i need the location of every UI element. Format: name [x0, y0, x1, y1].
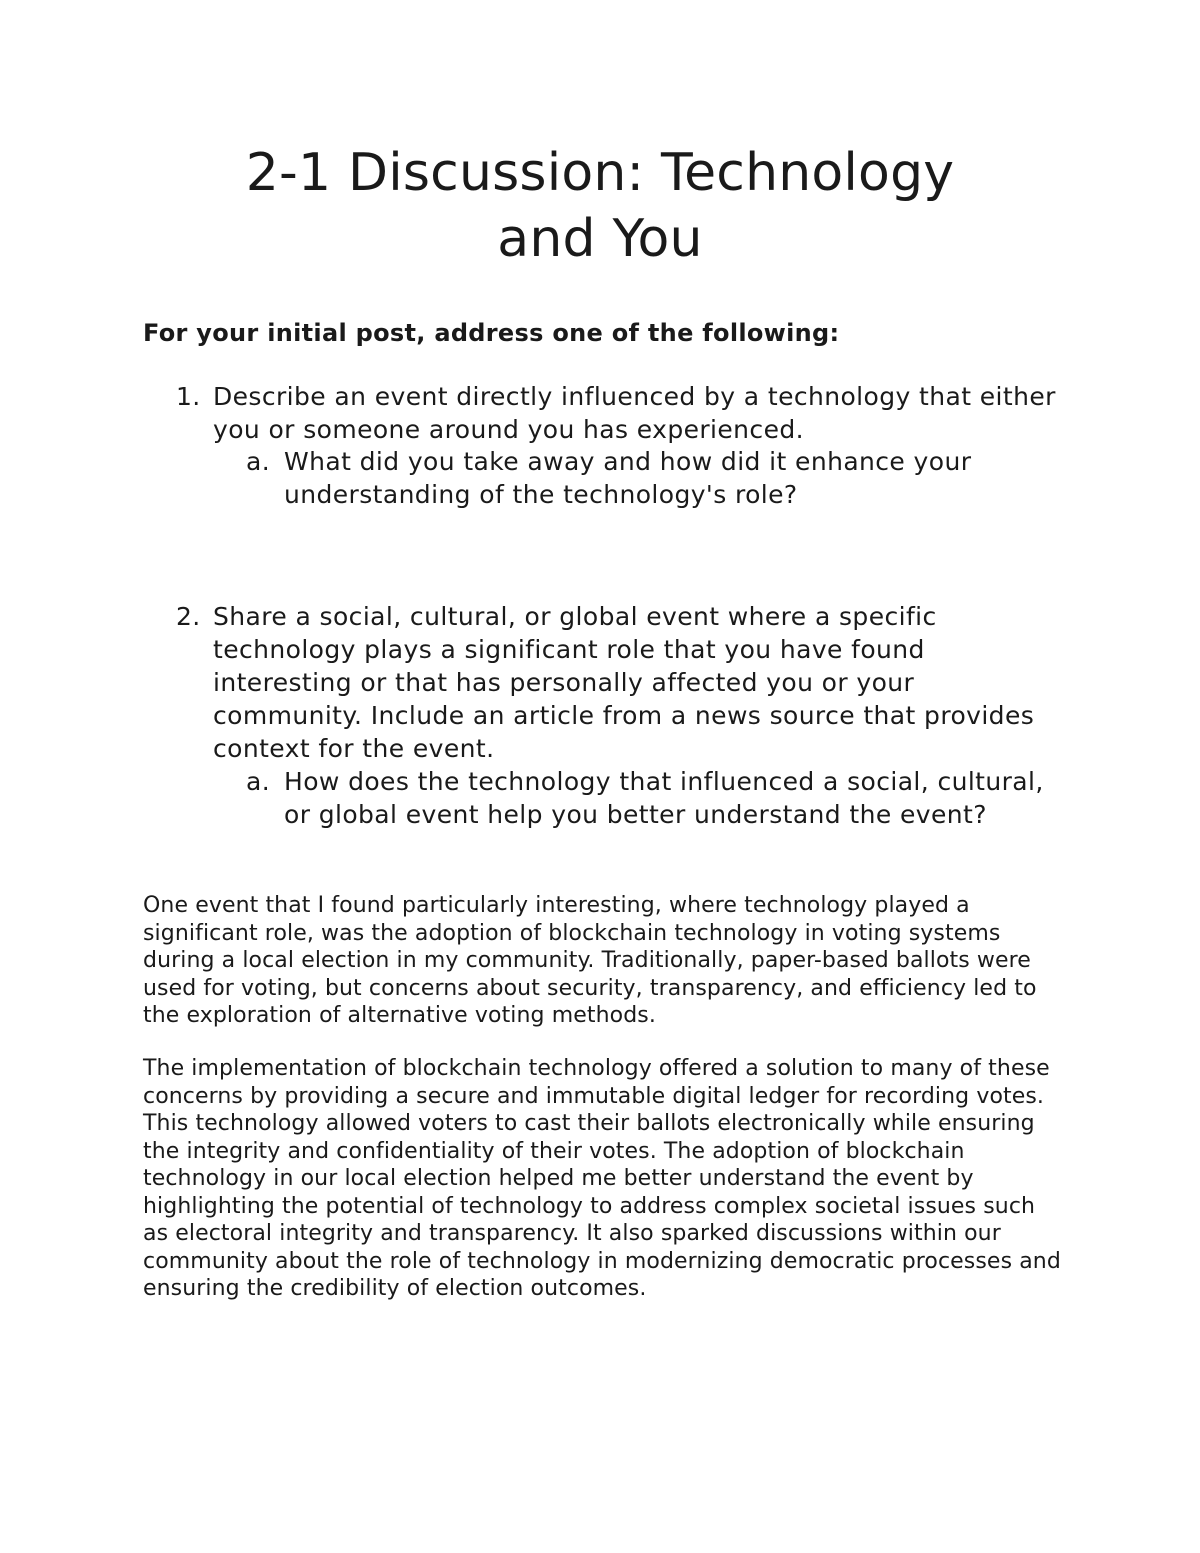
question-2-subitem	[246, 765, 1074, 831]
question-2-number: 2.	[176, 602, 201, 631]
question-2-subitem-letter: a.	[246, 767, 271, 796]
question-1-subitem-letter: a.	[246, 447, 271, 476]
question-1-subitem	[246, 445, 1094, 511]
title-line-2: and You	[497, 209, 703, 269]
document-title	[140, 140, 1060, 272]
question-1-number: 1.	[176, 382, 201, 411]
question-2	[176, 600, 1043, 765]
question-2-subitem-text: How does the technology that influenced a social, cultural, or global event help you better understand the event?	[284, 767, 1044, 829]
title-line-1: 2-1 Discussion: Technology	[245, 143, 955, 203]
question-1-text: Describe an event directly influenced by a technology that either you or someone around you has experienced.	[213, 382, 1056, 444]
prompt-heading: For your initial post, address one of the following:	[143, 319, 840, 347]
question-1-subitem-text: What did you take away and how did it enhance your understanding of the technology's role?	[284, 447, 972, 509]
answer-paragraph-2: The implementation of blockchain technology offered a solution to many of these concerns by providing a secure and immutable digital ledger for recording votes. This technology allowed voters to cast their ballots electronically while ensuring the integrity and confidentiality of their votes. The adoption of blockchain technology in our local election helped me better understand the event by highlighting the potential of technology to address complex societal issues such as electoral integrity and transparency. It also sparked discussions within our community about the role of technology in modernizing democratic processes and ensuring the credibility of election outcomes.	[143, 1056, 1061, 1301]
answer-paragraph-1: One event that I found particularly interesting, where technology played a significant role, was the adoption of blockchain technology in voting systems during a local election in my community. Traditionally, paper-based ballots were used for voting, but concerns about security, transparency, and efficiency led to the exploration of alternative voting methods.	[143, 893, 1037, 1028]
question-1	[176, 380, 1093, 446]
question-2-text: Share a social, cultural, or global event where a specific technology plays a significant role that you have found interesting or that has personally affected you or your community. Include an article from a news source that provides context for the event.	[213, 602, 1035, 763]
